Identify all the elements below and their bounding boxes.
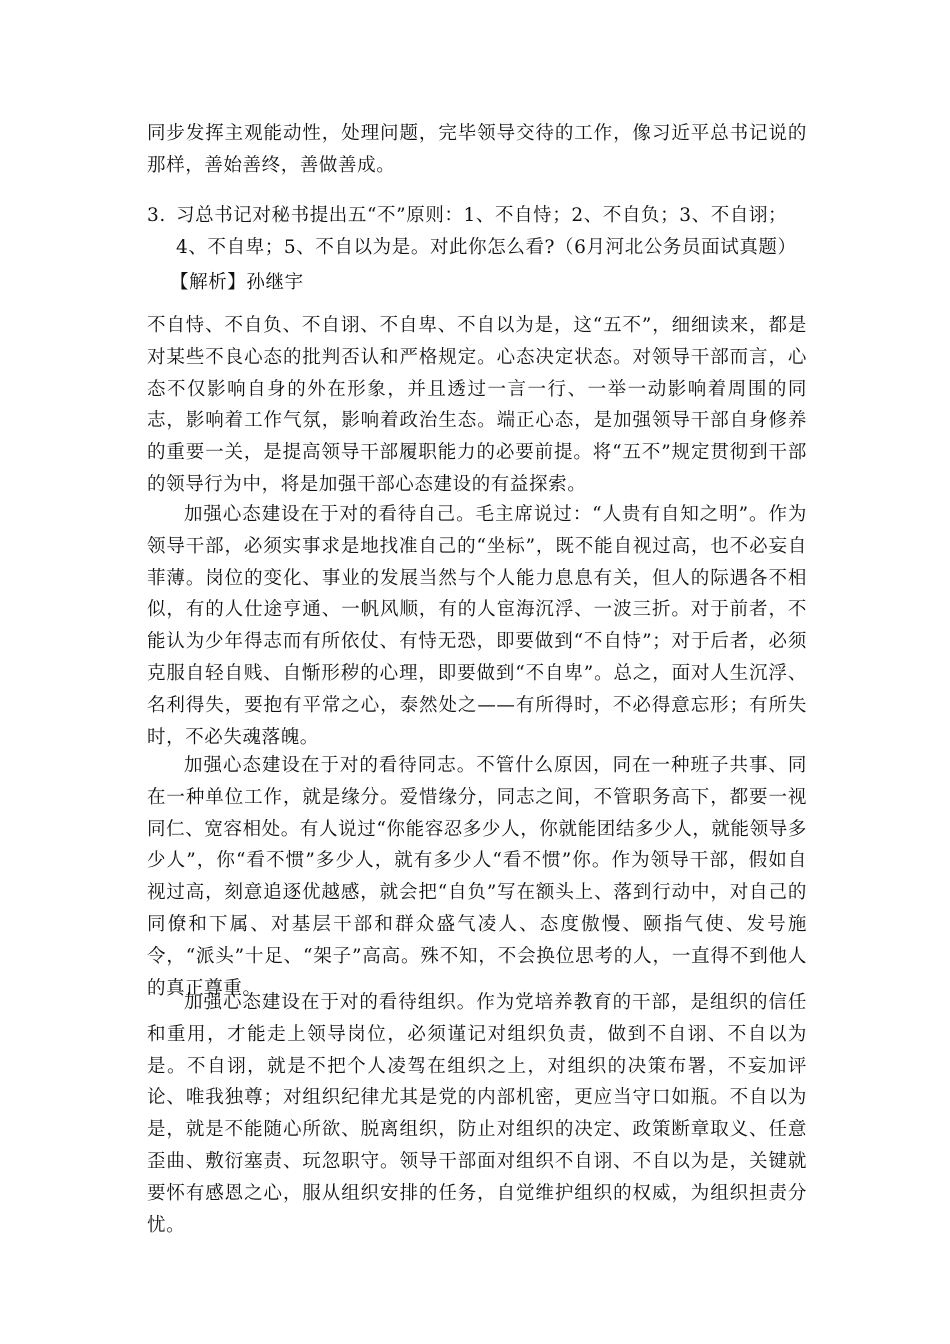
analysis-label: 【解析】孙继宇 xyxy=(170,272,304,293)
paragraph-intro: 同步发挥主观能动性，处理问题，完毕领导交待的工作，像习近平总书记说的那样，善始善终，善做善成。 xyxy=(147,123,807,176)
paragraph-4: 加强心态建设在于对的看待组织。作为党培养教育的干部，是组织的信任和重用，才能走上领导岗位，必须谨记对组织负责，做到不自诩、不自以为是。不自诩，就是不把个人凌驾在组织之上，对组织的决策布署，不妄加评论、唯我独尊；对组织纪律尤其是党的内部机密，更应当守口如瓶。不自以为是，就是不能随心所欲、脱离组织，防止对组织的决定、政策断章取义、任意歪曲、敷衍塞责、玩忽职守。领导干部面对组织不自诩、不自以为是，关键就要怀有感恩之心，服从组织安排的任务，自觉维护组织的权威，为组织担责分忧。 xyxy=(147,992,807,1236)
question-line-1: 习总书记对秘书提出五“不”原则：1、不自恃；2、不自负；3、不自诩； xyxy=(176,205,788,226)
paragraph-2: 加强心态建设在于对的看待自己。毛主席说过：“人贵有自知之明”。作为领导干部，必须实事求是地找准自己的“坐标”，既不能自视过高，也不必妄自菲薄。岗位的变化、事业的发展当然与个人能力息息有关，但人的际遇各不相似，有的人仕途亨通、一帆风顺，有的人宦海沉浮、一波三折。对于前者，不能认为少年得志而有所依仗、有恃无恐，即要做到“不自恃”；对于后者，必须克服自轻自贱、自惭形秽的心理，即要做到“不自卑”。总之，面对人生沉浮、名利得失，要抱有平常之心，泰然处之——有所得时，不必得意忘形；有所失时，不必失魂落魄。 xyxy=(147,504,807,748)
question-number: 3. xyxy=(147,205,166,226)
paragraph-1: 不自恃、不自负、不自诩、不自卑、不自以为是，这“五不”，细细读来，都是对某些不良心态的批判否认和严格规定。心态决定状态。对领导干部而言，心态不仅影响自身的外在形象，并且透过一言一行、一举一动影响着周围的同志，影响着工作气氛，影响着政治生态。端正心态，是加强领导干部自身修养的重要一关，是提高领导干部履职能力的必要前提。将“五不”规定贯彻到干部的领导行为中，将是加强干部心态建设的有益探索。 xyxy=(147,315,807,495)
paragraph-3: 加强心态建设在于对的看待同志。不管什么原因，同在一种班子共事、同在一种单位工作，就是缘分。爱惜缘分，同志之间，不管职务高下，都要一视同仁、宽容相处。有人说过“你能容忍多少人，你就能团结多少人，就能领导多少人”，你“看不惯”多少人，就有多少人“看不惯”你。作为领导干部，假如自视过高，刻意追逐优越感，就会把“自负”写在额头上、落到行动中，对自己的同僚和下属、对基层干部和群众盛气凌人、态度傲慢、颐指气使、发号施令，“派头”十足、“架子”高高。殊不知，不会换位思考的人，一直得不到他人的真正尊重。 xyxy=(147,755,807,999)
question-line-2: 4、不自卑；5、不自以为是。对此你怎么看?（6月河北公务员面试真题） xyxy=(176,237,797,258)
